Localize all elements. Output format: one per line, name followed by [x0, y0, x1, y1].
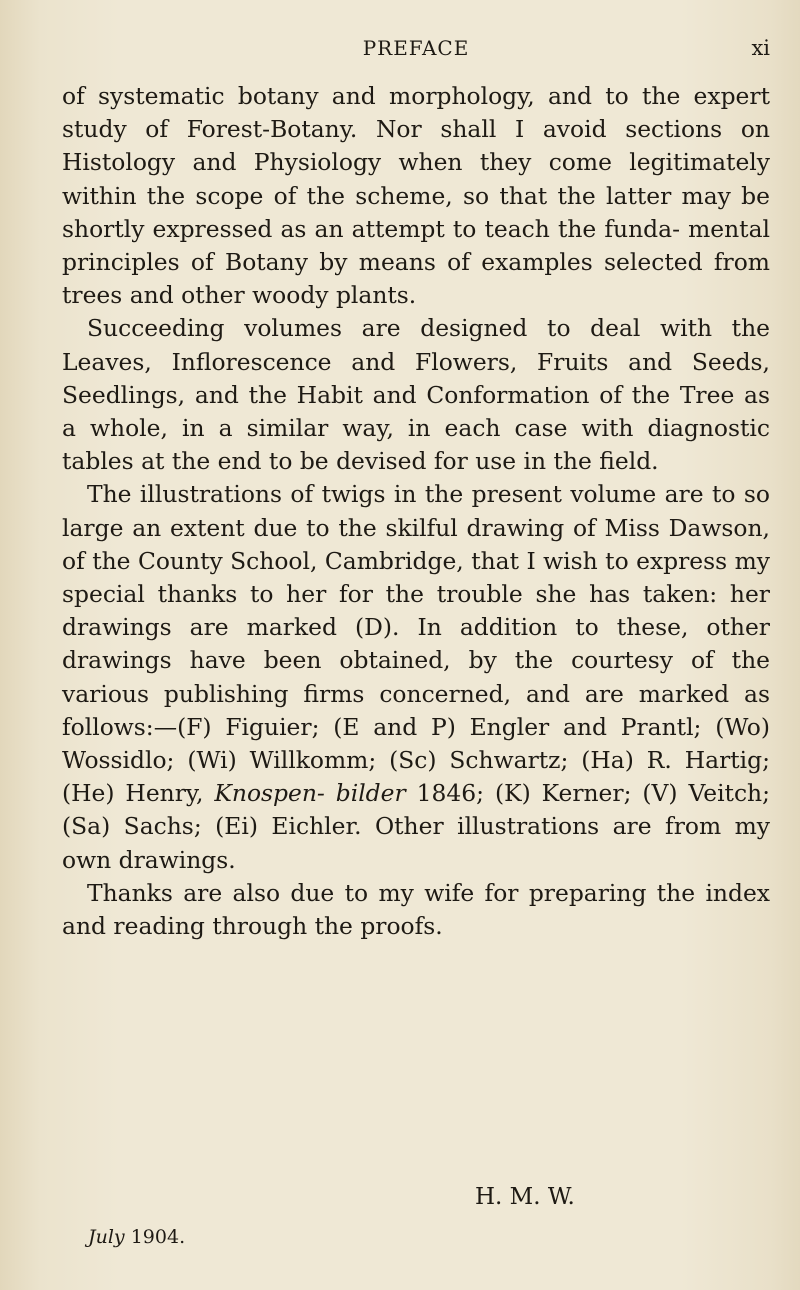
- paragraph-2: Succeeding volumes are designed to deal with the Leaves, Inflorescence and Flowers, Fruits and Seeds, Seedlings, and the Habit and Conformation of the Tree as a whole, in a similar way, in each case with diagnostic tables at the end to be devised for use in the field.: [62, 314, 770, 476]
- page-number: xi: [751, 36, 770, 60]
- date-year: 1904.: [130, 1226, 186, 1248]
- paragraph-4: Thanks are also due to my wife for preparing the index and reading through the proofs.: [62, 878, 770, 941]
- date-line: [88, 1226, 185, 1248]
- running-head-title: PREFACE: [362, 36, 470, 60]
- date-month: July: [88, 1226, 125, 1248]
- signature: H. M. W.: [475, 1184, 575, 1210]
- paragraph-3-book-title: Knospen- bilder: [214, 779, 406, 808]
- paragraph-3: [62, 478, 770, 876]
- running-head: [62, 36, 770, 66]
- paragraph-1: of systematic botany and morphology, and to the expert study of Forest-Botany. Nor shall I avoid sections on Histology and Physiology when they come legitimately within the scope of the scheme, so that the latter may be shortly expressed as an attempt to teach the funda- mental principles of Botany by means of examples selected from trees and other woody plants.: [62, 82, 770, 310]
- paragraph-3-part-b: 1846; (K) Kerner; (V) Veitch; (Sa) Sachs; (Ei) Eichler. Other illustrations are from my own drawings.: [62, 779, 770, 874]
- paragraph-3-part-a: The illustrations of twigs in the present volume are to so large an extent due to the skilful drawing of Miss Dawson, of the County School, Cambridge, that I wish to express my special thanks to her for the trouble she has taken: her drawings are marked (D). In addition to these, other drawings have been obtained, by the courtesy of the various publishing firms concerned, and are marked as follows:—(F) Figuier; (E and P) Engler and Prantl; (Wo) Wossidlo; (Wi) Willkomm; (Sc) Schwartz; (Ha) R. Hartig; (He) Henry,: [62, 480, 770, 808]
- body-text: [62, 80, 770, 943]
